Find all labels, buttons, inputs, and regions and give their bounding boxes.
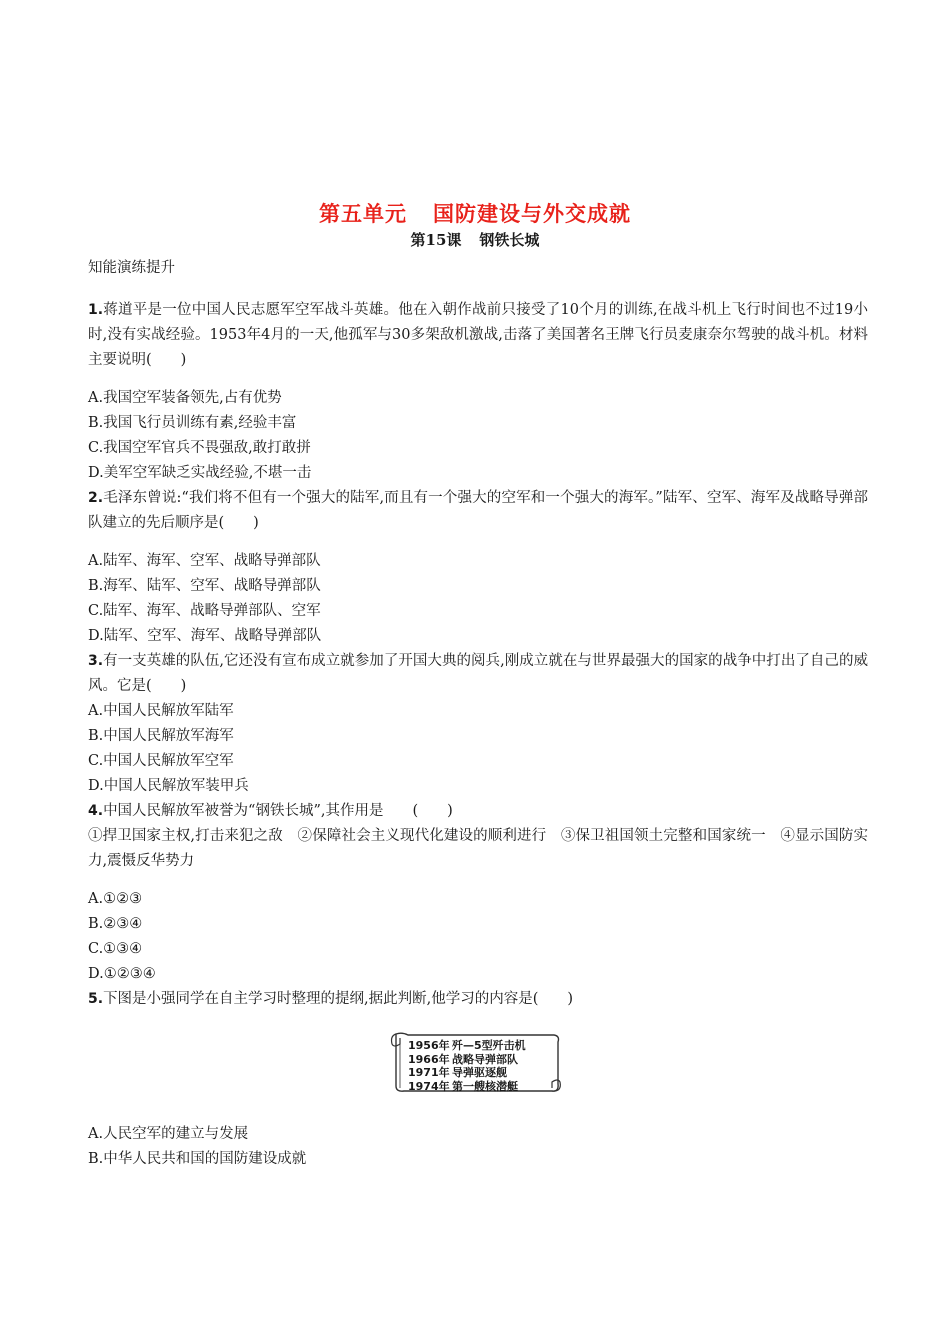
lesson-name: 钢铁长城 bbox=[479, 231, 540, 249]
outline-item bbox=[408, 1053, 558, 1067]
option-d: D.美军空军缺乏实战经验,不堪一击 bbox=[88, 465, 312, 481]
option-a: A.我国空军装备领先,占有优势 bbox=[88, 390, 282, 406]
question-text: 下图是小强同学在自主学习时整理的提纲,据此判断,他学习的内容是( ) bbox=[103, 991, 574, 1007]
question-text: 有一支英雄的队伍,它还没有宣布成立就参加了开国大典的阅兵,刚成立就在与世界最强大的国家的战争中打出了自己的威风。它是( ) bbox=[88, 653, 868, 694]
option-c: C.我国空军官兵不畏强敌,敢打敢拼 bbox=[88, 440, 311, 456]
option-d: D.陆军、空军、海军、战略导弹部队 bbox=[88, 628, 322, 644]
option-b: B.海军、陆军、空军、战略导弹部队 bbox=[88, 578, 321, 594]
question-list bbox=[88, 298, 868, 1172]
outline-item bbox=[408, 1039, 558, 1053]
question-stem bbox=[88, 987, 868, 1012]
outline-text: 导弹驱逐舰 bbox=[452, 1066, 507, 1079]
question-5 bbox=[88, 987, 868, 1172]
option-d: D.①②③④ bbox=[88, 966, 156, 982]
question-stem bbox=[88, 298, 868, 373]
outline-text: 第一艘核潜艇 bbox=[452, 1079, 518, 1093]
question-statements: ①捍卫国家主权,打击来犯之敌 ②保障社会主义现代化建设的顺利进行 ③保卫祖国领土完整和国家统一 ④显示国防实力,震慑反华势力 bbox=[88, 828, 868, 869]
question-number: 1. bbox=[88, 302, 104, 318]
unit-title-number: 第五单元 bbox=[319, 201, 407, 226]
outline-item bbox=[408, 1066, 558, 1080]
question-stem bbox=[88, 649, 868, 699]
question-text: 中国人民解放军被誉为“钢铁长城”,其作用是 ( ) bbox=[103, 803, 453, 819]
outline-year: 1956年 bbox=[408, 1039, 450, 1052]
outline-text: 战略导弹部队 bbox=[452, 1052, 518, 1066]
question-text: 毛泽东曾说:“我们将不但有一个强大的陆军,而且有一个强大的空军和一个强大的海军。”陆军、空军、海军及战略导弹部队建立的先后顺序是( ) bbox=[88, 490, 868, 531]
option-c: C.①③④ bbox=[88, 941, 143, 957]
question-number: 5. bbox=[88, 991, 104, 1007]
question-stem bbox=[88, 799, 868, 824]
option-b: B.我国飞行员训练有素,经验丰富 bbox=[88, 415, 297, 431]
option-c: C.陆军、海军、战略导弹部队、空军 bbox=[88, 603, 321, 619]
option-b: B.中国人民解放军海军 bbox=[88, 728, 234, 744]
question-number: 3. bbox=[88, 653, 104, 669]
option-b: B.中华人民共和国的国防建设成就 bbox=[88, 1151, 307, 1167]
option-c: C.中国人民解放军空军 bbox=[88, 753, 234, 769]
lesson-number: 第15课 bbox=[410, 231, 462, 249]
option-b: B.②③④ bbox=[88, 916, 143, 932]
lesson-title bbox=[0, 229, 950, 250]
unit-title bbox=[0, 198, 950, 228]
question-4 bbox=[88, 799, 868, 987]
outline-figure bbox=[88, 1012, 868, 1116]
scroll-text bbox=[408, 1039, 558, 1093]
outline-year: 1966年 bbox=[408, 1052, 450, 1066]
option-a: A.陆军、海军、空军、战略导弹部队 bbox=[88, 553, 321, 569]
question-text: 蒋道平是一位中国人民志愿军空军战斗英雄。他在入朝作战前只接受了10个月的训练,在战斗机上飞行时间也不过19小时,没有实战经验。1953年4月的一天,他孤军与30多架敌机激战,击落了美国著名王牌飞行员麦康奈尔驾驶的战斗机。材料主要说明( ) bbox=[88, 302, 868, 368]
section-label: 知能演练提升 bbox=[88, 260, 175, 276]
option-a: A.①②③ bbox=[88, 891, 143, 907]
outline-item bbox=[408, 1080, 558, 1094]
option-a: A.人民空军的建立与发展 bbox=[88, 1126, 249, 1142]
outline-year: 1971年 bbox=[408, 1066, 450, 1079]
outline-year: 1974年 bbox=[408, 1079, 450, 1093]
question-number: 2. bbox=[88, 490, 104, 506]
unit-title-name: 国防建设与外交成就 bbox=[433, 201, 631, 226]
outline-text: 歼—5型歼击机 bbox=[452, 1039, 526, 1052]
option-d: D.中国人民解放军装甲兵 bbox=[88, 778, 249, 794]
question-stem bbox=[88, 486, 868, 536]
question-2 bbox=[88, 486, 868, 649]
question-3 bbox=[88, 649, 868, 799]
question-number: 4. bbox=[88, 803, 104, 819]
scroll-illustration bbox=[388, 1030, 564, 1096]
question-1 bbox=[88, 298, 868, 486]
option-a: A.中国人民解放军陆军 bbox=[88, 703, 234, 719]
